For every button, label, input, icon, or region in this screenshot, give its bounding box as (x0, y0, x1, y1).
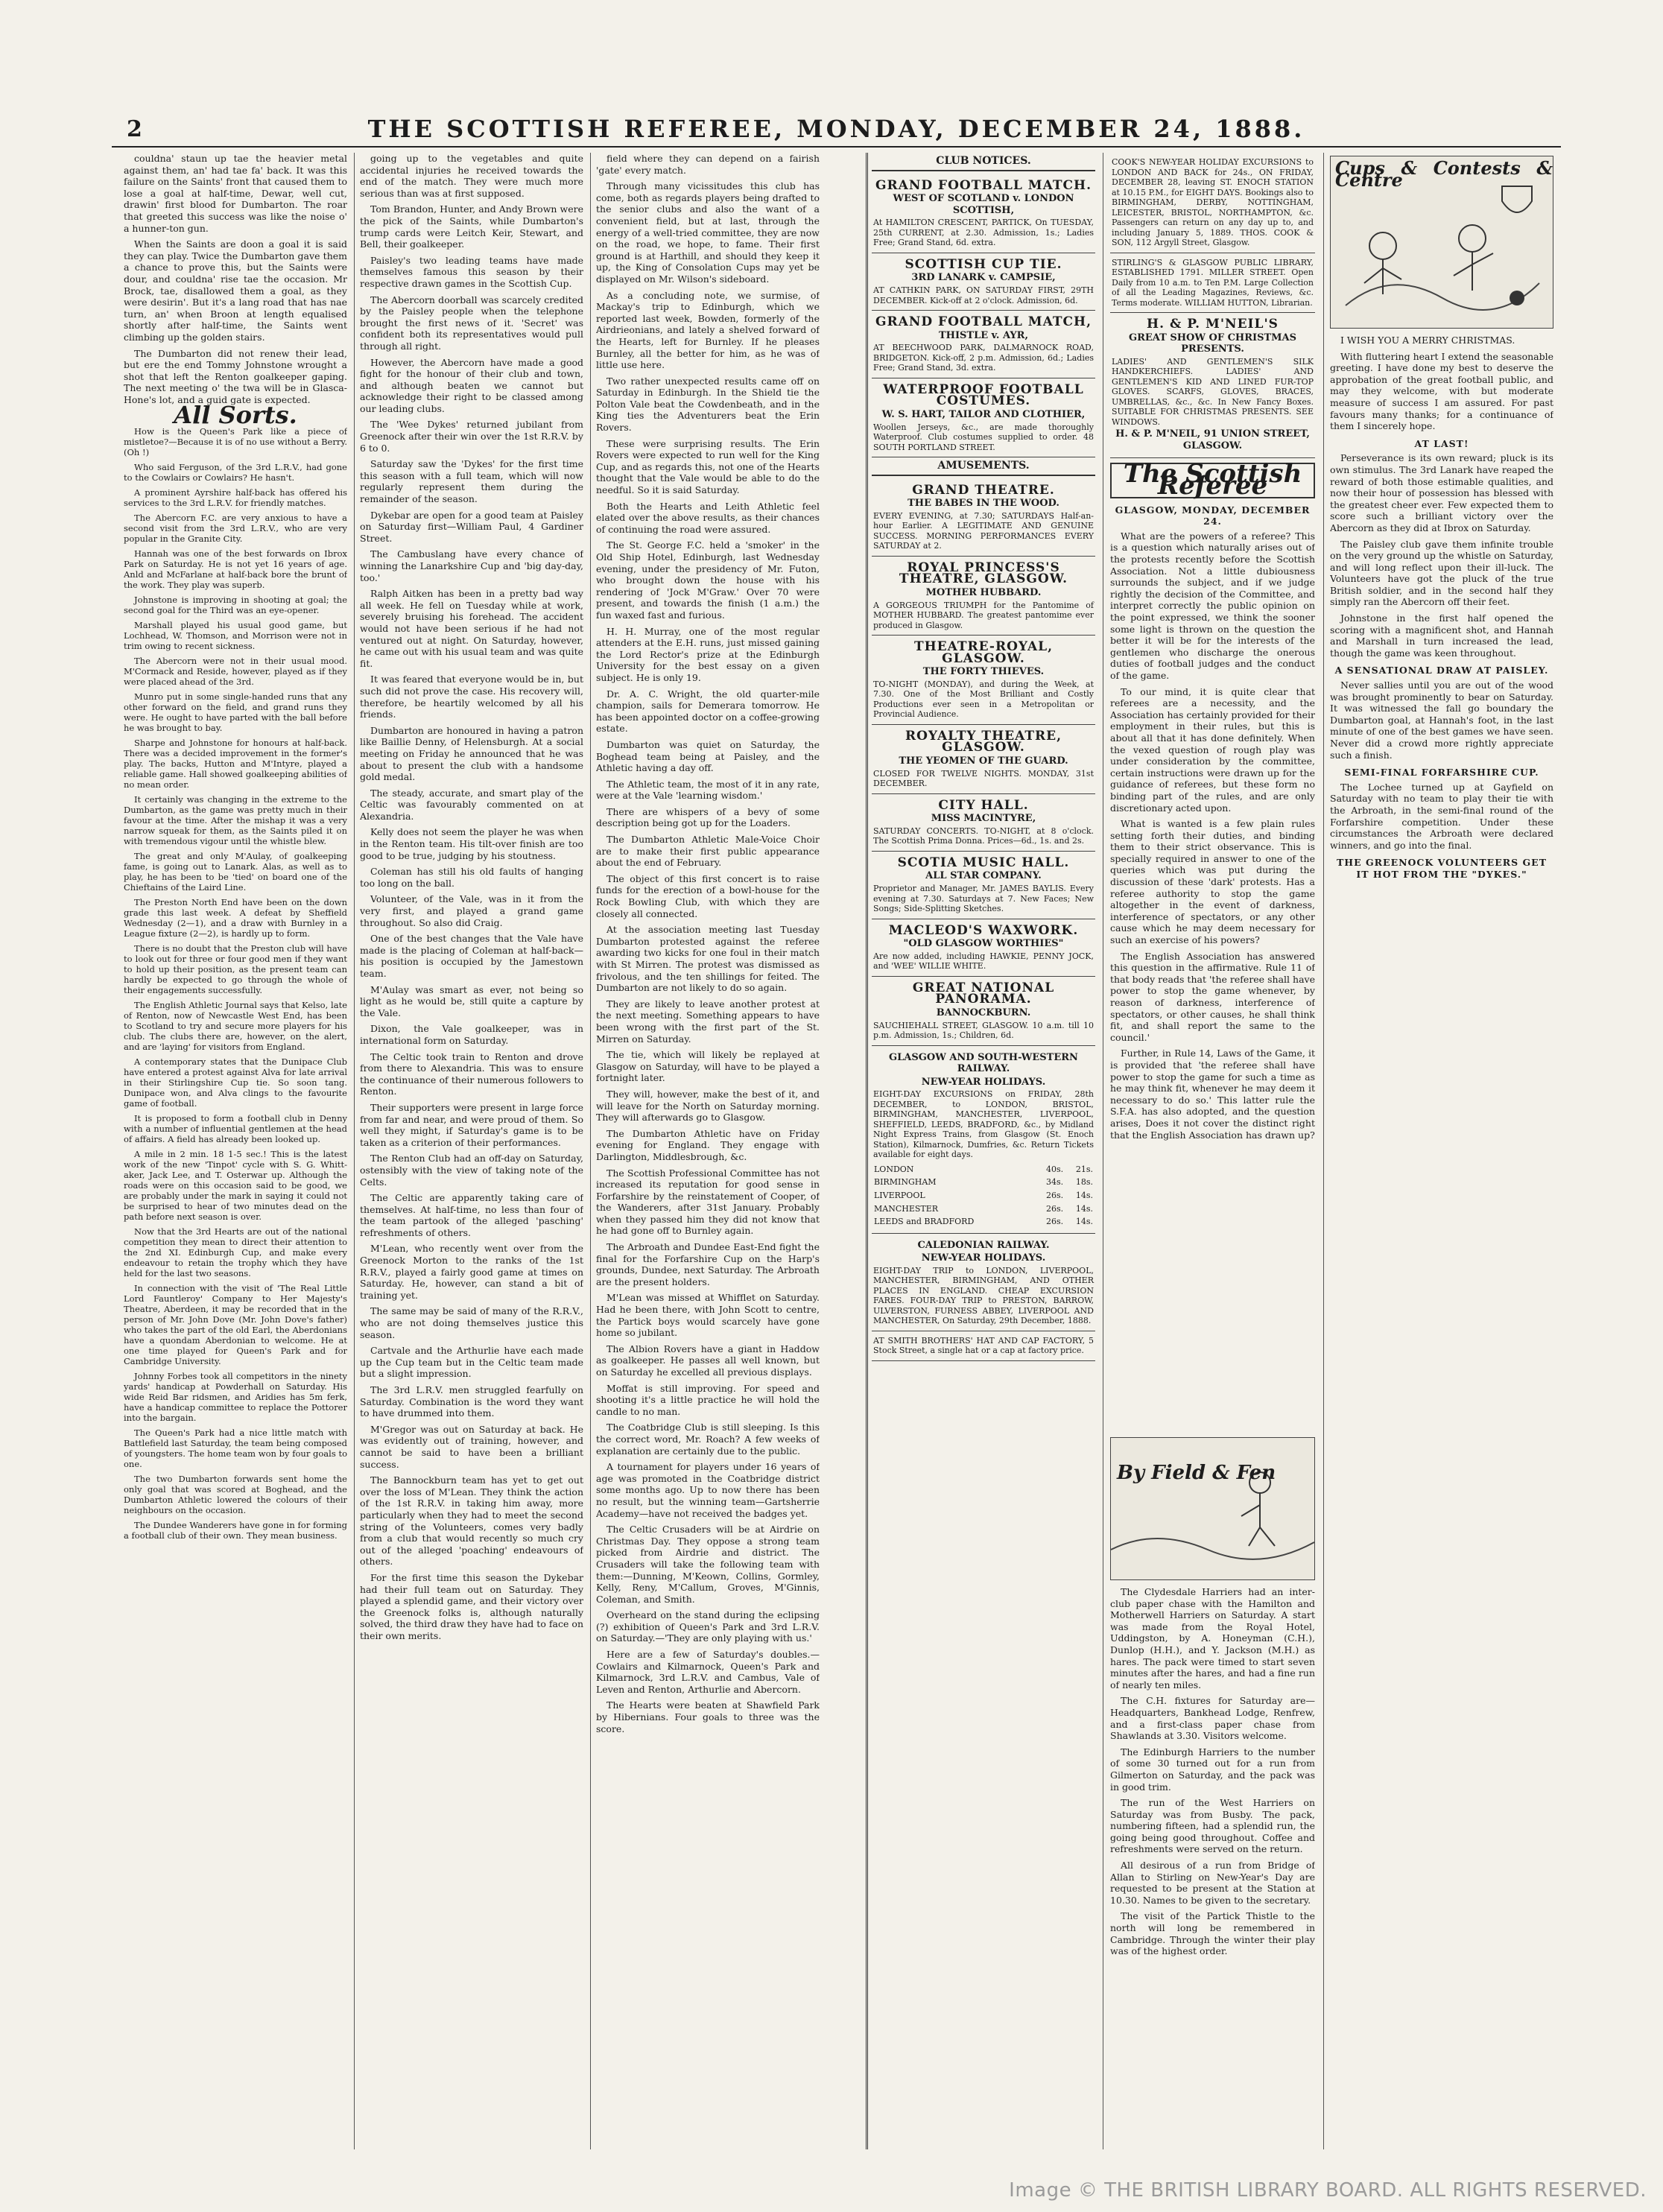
report-paragraph: The Albion Rovers have a giant in Haddow as goalkeeper. He passes all well known, but on Saturday he excelled all previous displays. (596, 1343, 820, 1378)
mcneil-address: H. & P. M'NEIL, 91 UNION STREET, GLASGOW. (1115, 428, 1310, 451)
column-4-adverts (872, 153, 1095, 2149)
report-paragraph: The Abercorn doorball was scarcely credited by the Paisley people when the telephone brought the first news of it. 'Secret' was confident both its representatives would pull through all right. (360, 294, 583, 352)
advert (872, 253, 1095, 311)
advert-headline: WATERPROOF FOOTBALL COSTUMES. (883, 381, 1084, 409)
advert-headline: GRAND FOOTBALL MATCH, (875, 314, 1092, 330)
advert-text: SAUCHIEHALL STREET, GLASGOW. 10 a.m. till 10 p.m. Admission, 1s.; Children, 6d. (873, 1020, 1094, 1040)
gsw-railway-text: EIGHT-DAY EXCURSIONS on FRIDAY, 28th DECEMBER, to LONDON, BRISTOL, BIRMINGHAM, MANCHESTER, LIVERPOOL, SHEFFIELD, LEEDS, BRADFORD, &c., by Midland Night Express Trains, from Glasgow (St. Enoch Station), Kilmarnock, Dumfries, &c. Return Tickets available for eight days. (873, 1089, 1094, 1160)
column-3 (596, 153, 820, 2149)
report-paragraph: The 'Wee Dykes' returned jubilant from Greenock after their win over the 1st R.R.V. by 6 to 0. (360, 419, 583, 454)
library-text: STIRLING'S & GLASGOW PUBLIC LIBRARY, ESTABLISHED 1791. MILLER STREET. Open Daily from 10 a.m. to Ten P.M. Large Collection of all the Leading Magazines, Reviews, &c. Terms moderate. WILLIAM HUTTON, Librarian. (1112, 257, 1314, 308)
page-number: 2 (127, 116, 142, 142)
advert-subline: THISTLE v. AYR, (938, 329, 1029, 341)
editorial-dateline: GLASGOW, MONDAY, DECEMBER 24. (1115, 504, 1311, 527)
advert-text: Proprietor and Manager, Mr. JAMES BAYLIS. Every evening at 7.30. Saturdays at 7. New Faces; New Songs; Side-Splitting Sketches. (873, 884, 1094, 914)
field-fen-title: By Field & Fen (1117, 1462, 1276, 1484)
report-paragraph: One of the best changes that the Vale have made is the placing of Coleman at half-back—his position is occupied by the Jamestown team. (360, 933, 583, 979)
all-sorts-paragraph: Munro put in some single-handed runs that any other forward on the field, and grand runs they were. He ought to have parted with the ball before he was brought to bay. (124, 691, 347, 734)
all-sorts-paragraph: The Abercorn were not in their usual mood. M'Cormack and Reside, however, played as if they were placed ahead of the 3rd. (124, 656, 347, 688)
advert-text: EVERY EVENING, at 7.30; SATURDAYS Half-an-hour Earlier. A LEGITIMATE AND GENUINE SUCCESS. MORNING PERFORMANCES EVERY SATURDAY at 2. (873, 510, 1094, 551)
cups-contests-illustration (1330, 156, 1553, 329)
paisley-draw-heading: A SENSATIONAL DRAW AT PAISLEY. (1334, 665, 1549, 676)
report-paragraph: The Renton Club had an off-day on Saturday, ostensibly with the view of taking note of the Celts. (360, 1153, 583, 1188)
advert-headline: GRAND THEATRE. (912, 482, 1055, 498)
advert-text: CLOSED FOR TWELVE NIGHTS. MONDAY, 31st DECEMBER. (873, 768, 1094, 789)
advert (872, 378, 1095, 457)
report-paragraph: field where they can depend on a fairish 'gate' every match. (596, 153, 820, 176)
amusement-adverts (872, 479, 1095, 1046)
advert-subline: ALL STAR COMPANY. (925, 870, 1042, 882)
fare-cell: 14s. (1075, 1190, 1093, 1200)
amusements-heading: AMUSEMENTS. (872, 460, 1095, 476)
report-paragraph: There are whispers of a bevy of some description being got up for the Loaders. (596, 805, 820, 829)
fare-row (873, 1202, 1094, 1216)
report-paragraph: Moffat is still improving. For speed and shooting it's a little practice he will hold the candle to no man. (596, 1382, 820, 1417)
hat-factory-advert (872, 1331, 1095, 1361)
advert (872, 725, 1095, 794)
fare-cell: 40s. (1045, 1164, 1064, 1174)
advert-subline: W. S. HART, TAILOR AND CLOTHIER, (881, 408, 1086, 420)
advert-subline: "OLD GLASGOW WORTHIES" (903, 938, 1064, 950)
fare-cell: 26s. (1045, 1217, 1064, 1227)
advert-headline: ROYAL PRINCESS'S THEATRE, GLASGOW. (899, 560, 1068, 587)
report-paragraph: Dumbarton was quiet on Saturday, the Boghead team being at Paisley, and the Athletic having a day off. (596, 738, 820, 774)
fare-cell: 14s. (1075, 1203, 1093, 1214)
advert-text: A GORGEOUS TRIUMPH for the Pantomime of MOTHER HUBBARD. The greatest pantomime ever produced in Glasgow. (873, 600, 1094, 630)
fare-cell: 26s. (1045, 1203, 1064, 1214)
advert-subline: MOTHER HUBBARD. (925, 587, 1042, 598)
cook-text: COOK'S NEW-YEAR HOLIDAY EXCURSIONS to LONDON AND BACK for 24s., ON FRIDAY, DECEMBER 28, leaving ST. ENOCH STATION at 10.15 P.M., for EIGHT DAYS. Bookings also to BIRMINGHAM, DERBY, NOTTINGHAM, LEICESTER, BRISTOL, NORTHAMPTON, &c. Passengers can return on any day up to, and including January 5, 1889. THOS. COOK & SON, 112 Argyll Street, Glasgow. (1112, 157, 1314, 247)
advert-text: TO-NIGHT (MONDAY), and during the Week, at 7.30. One of the Most Brilliant and Costly Productions ever seen in a Metropolitan or Provincial Audience. (873, 679, 1094, 720)
column-6-intro (1330, 335, 1553, 432)
editorial-paragraph: What are the powers of a referee? This is a question which naturally arises out of the protests recently before the Scottish Association. Not a little dubiousness surrounds the subject, and if we judge rightly the decision of the Committee, and interpret correctly the public opinion on the point expressed, we think the sooner some light is thrown on the question the better it will be for the interests of the gentlemen who discharge the onerous duties of football judges and the conduct of the game. (1110, 530, 1315, 681)
all-sorts-paragraph: Who said Ferguson, of the 3rd L.R.V., had gone to the Cowlairs or Cowlairs? He hasn't. (124, 462, 347, 484)
column-2 (360, 153, 583, 2149)
all-sorts-paragraph: There is no doubt that the Preston club will have to look out for three or four good men if they want to hold up their position, as the present team can hardly be expected to go through the whole of their engagements successfully. (124, 943, 347, 996)
all-sorts-paragraph: The Preston North End have been on the down grade this last week. A defeat by Sheffield Wednesday (2—1), and a draw with Burnley in a League fixture (2—2), is hardly up to form. (124, 897, 347, 939)
report-paragraph: The 3rd L.R.V. men struggled fearfully on Saturday. Combination is the word they want to have drummed into them. (360, 1384, 583, 1419)
caledonian-subtitle: NEW-YEAR HOLIDAYS. (921, 1252, 1046, 1264)
all-sorts-paragraph: A prominent Ayrshire half-back has offered his services to the 3rd L.R.V. for friendly matches. (124, 487, 347, 509)
report-paragraph: The Celtic are apparently taking care of themselves. At half-time, no less than four of the team partook of the alleged 'pasching' refreshments of others. (360, 1192, 583, 1238)
column-3-items (596, 153, 820, 1734)
column-6 (1330, 153, 1553, 2149)
report-paragraph: These were surprising results. The Erin Rovers were expected to run well for the King Cup, and as regards this, not one of the Hearts thought that the Vale would be able to do the needful. So it is said Saturday. (596, 437, 820, 496)
report-paragraph: Their supporters were present in large force from far and near, and were proud of them. So well they might, if Saturday's game is to be taken as a criterion of their performances. (360, 1101, 583, 1148)
forfarshire-heading: SEMI-FINAL FORFARSHIRE CUP. (1344, 767, 1539, 779)
advert-subline: 3RD LANARK v. CAMPSIE, (911, 272, 1056, 284)
all-sorts-paragraph: How is the Queen's Park like a piece of mistletoe?—Because it is of no use without a Berry. (Oh !) (124, 426, 347, 458)
at-last-heading: AT LAST! (1414, 437, 1469, 449)
all-sorts-paragraph: The two Dumbarton forwards sent home the only goal that was scored at Boghead, and the Dumbarton Athletic lowered the colours of their neighbours on the occasion. (124, 1474, 347, 1516)
advert (872, 311, 1095, 378)
club-notices-heading: CLUB NOTICES. (872, 156, 1095, 171)
report-paragraph: Tom Brandon, Hunter, and Andy Brown were the pick of the Saints, while Dumbarton's trump cards were Leitch Keir, Stewart, and Bell, their goalkeeper. (360, 203, 583, 250)
report-paragraph: A tournament for players under 16 years of age was promoted in the Coatbridge district some months ago. Up to now there has been no result, but the winning team—Gartsherrie Academy—have not received the badges yet. (596, 1461, 820, 1519)
report-paragraph: Overheard on the stand during the eclipsing (?) exhibition of Queen's Park and 3rd L.R.V. on Saturday.—'They are only playing with us.' (596, 1609, 820, 1644)
library-advert (1110, 253, 1315, 314)
fare-cell: 26s. (1045, 1190, 1064, 1200)
mcneil-heading: H. & P. M'NEIL'S (1147, 317, 1279, 332)
report-paragraph: The Celtic took train to Renton and drove from there to Alexandria. This was to ensure the continuance of their numerous followers to Renton. (360, 1050, 583, 1097)
report-paragraph: The Celtic Crusaders will be at Airdrie on Christmas Day. They oppose a strong team picked from Airdrie and district. The Crusaders will take the following team with them:—Dunning, M'Keown, Collins, Gormley, Kelly, Reny, M'Callum, Groves, M'Ginnis, Coleman, and Smith. (596, 1524, 820, 1605)
advert (872, 636, 1095, 725)
report-paragraph: Cartvale and the Arthurlie have each made up the Cup team but in the Celtic team made but a slight impression. (360, 1345, 583, 1380)
hat-factory-text: AT SMITH BROTHERS' HAT AND CAP FACTORY, 5 Stock Street, a single hat or a cap at factory price. (873, 1335, 1094, 1356)
harriers-paragraph: All desirous of a run from Bridge of Allan to Stirling on New-Year's Day are requested to be present at the Station at 10.30. Names to be given to the secretary. (1110, 1860, 1315, 1906)
mcneil-advert (1110, 313, 1315, 458)
greenock-heading: THE GREENOCK VOLUNTEERS GET IT HOT FROM THE "DYKES." (1336, 857, 1548, 880)
report-paragraph: They are likely to leave another protest at the next meeting. Something appears to have been wrong with the first part of the St. Mirren on Saturday. (596, 998, 820, 1045)
mcneil-subheading: GREAT SHOW OF CHRISTMAS PRESENTS. (1128, 332, 1297, 355)
report-paragraph: Kelly does not seem the player he was when in the Renton team. His tilt-over finish are too good to be true, judging by his stoutness. (360, 826, 583, 861)
masthead (112, 112, 1561, 142)
report-paragraph: Through many vicissitudes this club has come, both as regards players being drafted to the senior clubs and also the want of a convenient field, but at last, through the energy of a well-tried committee, they are now on the road, we hope, to fame. Their first ground is at Harthill, and should they keep it up, the King of Consolation Cups may yet be displayed on Mr. Wilson's sideboard. (596, 180, 820, 285)
field-fen-drawing (1111, 1438, 1314, 1578)
fare-cell: LONDON (874, 1164, 914, 1174)
fare-cell: 21s. (1075, 1164, 1093, 1174)
fare-table (873, 1163, 1094, 1229)
all-sorts-items (124, 426, 347, 1541)
scottish-referee-banner: The Scottish Referee (1110, 463, 1315, 498)
report-paragraph: The steady, accurate, and smart play of the Celtic was favourably commented on at Alexandria. (360, 787, 583, 822)
advert-text: Are now added, including HAWKIE, PENNY JOCK, and 'WEE' WILLIE WHITE. (873, 951, 1094, 972)
report-paragraph: M'Gregor was out on Saturday at back. He was evidently out of training, however, and cannot be said to have been a brilliant success. (360, 1423, 583, 1470)
report-paragraph: Perseverance is its own reward; pluck is its own stimulus. The 3rd Lanark have reaped the reward of both those estimable qualities, and now their hour of possession has blessed with the greatest cheer ever. Few expected them to score such a brilliant victory over the Abercorn as they did at Ibrox on Saturday. (1330, 452, 1553, 533)
all-sorts-paragraph: It is proposed to form a football club in Denny with a number of influential gentlemen at the head of affairs. A field has already been looked up. (124, 1113, 347, 1145)
all-sorts-paragraph: Sharpe and Johnstone for honours at half-back. There was a decided improvement in the former's play. The backs, Hutton and M'Intyre, played a reliable game. Hall showed goalkeeping abilities of no mean order. (124, 738, 347, 790)
advert (872, 174, 1095, 253)
advert (872, 977, 1095, 1046)
all-sorts-heading: All Sorts. (174, 401, 297, 430)
report-paragraph: going up to the vegetables and quite accidental injuries he received towards the end of the match. They were much more serious than was at first supposed. (360, 153, 583, 199)
column-1 (124, 153, 347, 2149)
column-6-report (1330, 452, 1553, 659)
column-rule (866, 153, 868, 2149)
report-paragraph: The same may be said of many of the R.R.V., who are not doing themselves justice this season. (360, 1305, 583, 1340)
report-paragraph: The Dumbarton did not renew their lead, but ere the end Tommy Johnstone wrought a shot that left the Renton goalkeeper gaping. The next meeting o' the twa will be in Glasca-Hone's lot, and a guid gate is expected. (124, 347, 347, 405)
report-paragraph: The Arbroath and Dundee East-End fight the final for the Forfarshire Cup on the Harp's grounds, Dundee, next Saturday. The Arbroath are the present holders. (596, 1241, 820, 1287)
fare-row (873, 1176, 1094, 1189)
report-paragraph: couldna' staun up tae the heavier metal against them, an' had tae fa' back. It was this failure on the Saints' front that caused them to lose a goal at half-time, Dewar, well cut, drawin' first blood for Dumbarton. The roar that greeted this success was like the noise o' a hunner-ton gun. (124, 153, 347, 234)
report-paragraph: The Paisley club gave them infinite trouble on the very ground up the whistle on Saturday, and will long reflect upon their ill-luck. The Volunteers have got the pluck of the true British soldier, and in the second half they simply ran the Abercorn off their feet. (1330, 538, 1553, 608)
all-sorts-paragraph: In connection with the visit of 'The Real Little Lord Fauntleroy' Company to Her Majesty's Theatre, Aberdeen, it may be recorded that in the person of Mr. John Dove (Mr. John Dove's father) who takes the part of the old Earl, the Aberdonians have a quondam Aberdonian to welcome. He at one time played for Queen's Park and for Cambridge University. (124, 1283, 347, 1367)
report-paragraph: Dr. A. C. Wright, the old quarter-mile champion, sails for Demerara tomorrow. He has been appointed doctor on a coffee-growing estate. (596, 688, 820, 735)
advert-headline: ROYALTY THEATRE, GLASGOW. (905, 728, 1062, 755)
report-paragraph: The Cambuslang have every chance of winning the Lanarkshire Cup and 'big day-day, too.' (360, 548, 583, 583)
report-paragraph: H. H. Murray, one of the most regular attenders at the E.H. runs, just missed gaining the Lord Rector's prize at the Edinburgh University for the best essay on a given subject. He is only 19. (596, 625, 820, 683)
column-1-intro (124, 153, 347, 405)
advert-text: AT CATHKIN PARK, ON SATURDAY FIRST, 29TH DECEMBER. Kick-off at 2 o'clock. Admission, 6d. (873, 285, 1094, 305)
advert-text: At HAMILTON CRESCENT, PARTICK, On TUESDAY, 25th CURRENT, at 2.30. Admission, 1s.; Ladies Free; Grand Stand, 6d. extra. (873, 218, 1094, 248)
report-paragraph: The Coatbridge Club is still sleeping. Is this the correct word, Mr. Roach? A few weeks of explanation are certainly due to the public. (596, 1422, 820, 1457)
fare-cell: LIVERPOOL (874, 1190, 925, 1200)
all-sorts-paragraph: Johnny Forbes took all competitors in the ninety yards' handicap at Powderhall on Saturday. His wide Reid Bar ridsmen, and Aridies has 5m ferk, have a handicap committee to replace the Pottorer into the bargain. (124, 1371, 347, 1424)
advert-headline: GREAT NATIONAL PANORAMA. (912, 980, 1055, 1007)
report-paragraph: At the association meeting last Tuesday Dumbarton protested against the referee awarding two kicks for one foul in their match with St Mirren. The protest was dismissed as frivolous, and the ten shillings for feited. The Dumbarton are not likely to do so again. (596, 924, 820, 994)
report-paragraph: Paisley's two leading teams have made themselves famous this season by their respective drawn games in the Scottish Cup. (360, 254, 583, 289)
advert-headline: MACLEOD'S WAXWORK. (888, 922, 1079, 938)
gsw-railway-title: GLASGOW AND SOUTH-WESTERN RAILWAY. (889, 1051, 1078, 1075)
all-sorts-paragraph: The Dundee Wanderers have gone in for forming a football club of their own. They mean business. (124, 1520, 347, 1541)
mcneil-items: LADIES' AND GENTLEMEN'S SILK HANDKERCHIEFS. LADIES' AND GENTLEMEN'S KID AND LINED FUR-TOP GLOVES. SCARFS, GLOVES, BRACES, UMBRELLAS, &c., &c. In New Fancy Boxes. SUITABLE FOR CHRISTMAS PRESENTS. SEE WINDOWS. (1112, 356, 1314, 427)
report-paragraph: The object of this first concert is to raise funds for the erection of a bowl-house for the Rock Bowling Club, with which they are closely all connected. (596, 872, 820, 919)
all-sorts-paragraph: Marshall played his usual good game, but Lochhead, W. Thomson, and Morrison were not in trim owing to recent sickness. (124, 620, 347, 652)
report-paragraph: Volunteer, of the Vale, was in it from the very first, and played a grand game throughout. So also did Craig. (360, 893, 583, 928)
advert-headline: SCOTIA MUSIC HALL. (897, 855, 1070, 870)
advert-headline: CITY HALL. (938, 797, 1029, 813)
gsw-railway-advert (872, 1046, 1095, 1234)
advert-headline: GRAND FOOTBALL MATCH. (875, 177, 1092, 193)
report-paragraph: Dumbarton are honoured in having a patron like Baillie Denny, of Helensburgh. At a social meeting on Friday he announced that he was about to present the club with a handsome gold medal. (360, 724, 583, 783)
caledonian-title: CALEDONIAN RAILWAY. (917, 1239, 1050, 1251)
field-fen-illustration (1110, 1437, 1315, 1580)
intro-paragraph: I WISH YOU A MERRY CHRISTMAS. (1340, 335, 1515, 346)
editorial-text (1110, 530, 1315, 1141)
all-sorts-paragraph: It certainly was changing in the extreme to the Dumbarton, as the game was pretty much in their favour at the time. After the mishap it was a very narrow squeak for them, as the Saints piled it on with tremendous vigour until the whistle blew. (124, 794, 347, 847)
advert (872, 919, 1095, 977)
caledonian-text: EIGHT-DAY TRIP to LONDON, LIVERPOOL, MANCHESTER, BIRMINGHAM, AND OTHER PLACES IN ENGLAND. CHEAP EXCURSION FARES. FOUR-DAY TRIP to PRESTON, BARROW, ULVERSTON, FURNESS ABBEY, LIVERPOOL AND MANCHESTER, On Saturday, 29th December, 1888. (873, 1265, 1094, 1326)
all-sorts-paragraph: Johnstone is improving in shooting at goal; the second goal for the Third was an eye-opener. (124, 595, 347, 616)
fare-row (873, 1215, 1094, 1229)
report-paragraph: Johnstone in the first half opened the scoring with a magnificent shot, and Hannah and Marshall in turn increased the lead, though the game was keen throughout. (1330, 612, 1553, 659)
gsw-railway-subtitle: NEW-YEAR HOLIDAYS. (921, 1076, 1046, 1088)
report-paragraph: When the Saints are doon a goal it is said they can play. Twice the Dumbarton gave them a chance to prove this, but the Saints were dour, and couldna' rise tae the occasion. Mr Brock, tae, disallowed them a goal, as they were desirin'. But it's a lang road that has nae turn, an' when Broon at length equalised shortly after half-time, the Saints went climbing up the golden stairs. (124, 238, 347, 343)
club-notices (872, 174, 1095, 457)
fare-cell: 18s. (1075, 1177, 1093, 1188)
harriers-paragraph: The C.H. fixtures for Saturday are—Headquarters, Bankhead Lodge, Renfrew, and a first-class paper chase from Shawlands at 3.30. Visitors welcome. (1110, 1695, 1315, 1742)
caledonian-railway-advert (872, 1234, 1095, 1331)
report-paragraph: M'Aulay was smart as ever, not being so light as he would be, still quite a capture by the Vale. (360, 983, 583, 1018)
advert-subline: BANNOCKBURN. (936, 1007, 1031, 1018)
fare-cell: BIRMINGHAM (874, 1177, 937, 1188)
advert-subline: THE BABES IN THE WOOD. (907, 498, 1059, 510)
report-paragraph: For the first time this season the Dykebar had their full team out on Saturday. They played a splendid game, and their victory over the Greenock folks is, although naturally solved, the third draw they have had to face on their own merits. (360, 1571, 583, 1641)
harriers-paragraph: The Clydesdale Harriers had an inter-club paper chase with the Hamilton and Motherwell Harriers on Saturday. A start was made from the Royal Hotel, Uddingston, by A. Honeyman (C.H.), Dunlop (H.H.), and Y. Jackson (M.H.) as hares. The pack were timed to start seven minutes after the hares, and had a fine run of nearly ten miles. (1110, 1586, 1315, 1690)
fare-row (873, 1163, 1094, 1176)
advert-headline: SCOTTISH CUP TIE. (905, 256, 1062, 272)
report-paragraph: As a concluding note, we surmise, of Mackay's trip to Edinburgh, which we reported last week, Bowden, formerly of the Airdrieonians, and lately a shelved forward of the Hearts, left for Burnley. If he pleases Burnley, all the better for him, as he was of little use here. (596, 289, 820, 371)
report-paragraph: Both the Hearts and Leith Athletic feel elated over the above results, as their chances of continuing the road were assured. (596, 500, 820, 535)
advert (872, 557, 1095, 636)
advert-text: Woollen Jerseys, &c., are made thoroughly Waterproof. Club costumes supplied to order. 48 SOUTH PORTLAND STREET. (873, 422, 1094, 452)
harriers-reports (1110, 1586, 1315, 1957)
advert (872, 852, 1095, 919)
fare-row (873, 1189, 1094, 1202)
library-credit: Image © THE BRITISH LIBRARY BOARD. ALL RIGHTS RESERVED. (1009, 2179, 1647, 2202)
all-sorts-paragraph: Hannah was one of the best forwards on Ibrox Park on Saturday. He is not yet 16 years of age. Anld and McFarlane at half-back bore the brunt of the work. They play was superb. (124, 548, 347, 591)
report-paragraph: They will, however, make the best of it, and will leave for the North on Saturday morning. They will afterwards go to Glasgow. (596, 1088, 820, 1124)
harriers-paragraph: The visit of the Partick Thistle to the north will long be remembered in Cambridge. Through the winter their play was of the highest order. (1110, 1910, 1315, 1957)
advert-subline: THE FORTY THIEVES. (922, 666, 1045, 678)
column-rule (1323, 153, 1324, 2149)
report-paragraph: The tie, which will likely be replayed at Glasgow on Saturday, will have to be played a fortnight later. (596, 1049, 820, 1084)
report-paragraph: Coleman has still his old faults of hanging too long on the ball. (360, 866, 583, 889)
fare-cell: LEEDS and BRADFORD (874, 1217, 975, 1227)
intro-paragraph: With fluttering heart I extend the seasonable greeting. I have done my best to deserve the approbation of the great football public, and may they welcome, with but moderate measure of success I am assured. For past favours many thanks; for a continuance of them I sincerely hope. (1330, 350, 1553, 432)
column-rule (354, 153, 355, 2149)
paisley-draw-text: Never sallies until you are out of the wood was brought prominently to bear on Saturday. It was witnessed the fall go boundary the Dumbarton goal, at Hannah's foot, in the last minute of one of the best games we have seen. Never did a crowd more rightly appreciate such a finish. (1330, 679, 1553, 761)
report-paragraph: The Dumbarton Athletic have on Friday evening for England. They engage with Darlington, Middlesbrough, &c. (596, 1127, 820, 1162)
masthead-rule (112, 146, 1561, 148)
all-sorts-paragraph: The Queen's Park had a nice little match with Battlefield last Saturday, the team being composed of youngsters. The home team won by four goals to one. (124, 1427, 347, 1470)
report-paragraph: The Athletic team, the most of it in any rate, were at the Vale 'learning wisdom.' (596, 778, 820, 802)
report-paragraph: The Hearts were beaten at Shawfield Park by Hibernians. Four goals to three was the score. (596, 1699, 820, 1734)
advert-text: SATURDAY CONCERTS. TO-NIGHT, at 8 o'clock. The Scottish Prima Donna. Prices—6d., 1s. and 2s. (873, 825, 1094, 846)
all-sorts-paragraph: A contemporary states that the Dunipace Club have entered a protest against Alva for late arrival in their Stirlingshire Cup tie. So soon tang. Dunipace won, and Alva clings to the favourite game of football. (124, 1056, 347, 1109)
all-sorts-paragraph: The Abercorn F.C. are very anxious to have a second visit from the 3rd L.R.V., who are very popular in the Granite City. (124, 513, 347, 545)
fare-cell: 34s. (1045, 1177, 1064, 1188)
all-sorts-paragraph: A mile in 2 min. 18 1-5 sec.! This is the latest work of the new 'Tinpot' cycle with S. G. Whitt-aker, Jack Lee, and T. Osterwar up. Although the roads were on this occasion said to be good, we are probably under the mark in saying it could not be surprised to hear of two minutes dead on the path before next season is over. (124, 1149, 347, 1223)
column-rule (590, 153, 591, 2149)
advert-subline: MISS MACINTYRE, (931, 813, 1036, 825)
paper-title: THE SCOTTISH REFEREE, MONDAY, DECEMBER 24, 1888. (367, 115, 1305, 143)
forfarshire-text: The Lochee turned up at Gayfield on Saturday with no team to play their tie with the Arbroath, in the semi-final round of the Forfarshire competition. Under these circumstances the Arbroath were declared winners, and go into the final. (1330, 781, 1553, 851)
report-paragraph: The Bannockburn team has yet to get out over the loss of M'Lean. They think the action of the 1st R.R.V. in taking him away, more particularly when they had to meet the second string of the Volunteers, comes very badly from a club that would recently so much cry out of the alleged 'poaching' endeavours of others. (360, 1474, 583, 1568)
editorial-paragraph: The English Association has answered this question in the affirmative. Rule 11 of that body reads that 'the referee shall have power to stop the game whenever, by reason of darkness, interference of spectators, or other causes, he shall think fit, and shall report the same to the council.' (1110, 950, 1315, 1043)
report-paragraph: Dykebar are open for a good team at Paisley on Saturday first—William Paul, 4 Gardiner Street. (360, 509, 583, 544)
advert (872, 794, 1095, 852)
cook-excursions-advert (1110, 153, 1315, 253)
report-paragraph: Two rather unexpected results came off on Saturday in Edinburgh. In the Shield tie the Polton Vale beat the Cowdenbeath, and in the King ties the Adventurers beat the Erin Rovers. (596, 375, 820, 434)
editorial-paragraph: What is wanted is a few plain rules setting forth their duties, and binding them to their strict observance. This is specially required in answer to one of the queries which was put during the discussion of these 'dark' protests. Has a referee authority to stop the game altogether in the event of darkness, interference of spectators, or any other cause which he may deem necessary for such an exercise of his powers? (1110, 818, 1315, 946)
all-sorts-paragraph: The great and only M'Aulay, of goalkeeping fame, is going out to Lanark. Alas, as well as to play, he has been to be 'tied' on board one of the Chieftains of the Laird Line. (124, 851, 347, 893)
advert (872, 479, 1095, 557)
report-paragraph: It was feared that everyone would be in, but such did not prove the case. His recovery will, therefore, be heartily welcomed by all his friends. (360, 674, 583, 720)
harriers-paragraph: The run of the West Harriers on Saturday was from Busby. The pack, numbering fifteen, had a splendid run, the going being good throughout. Coffee and refreshments were served on the return. (1110, 1797, 1315, 1855)
harriers-paragraph: The Edinburgh Harriers to the number of some 30 turned out for a run from Gilmerton on Saturday, and the pack was in good trim. (1110, 1746, 1315, 1793)
fare-cell: MANCHESTER (874, 1203, 939, 1214)
report-paragraph: Here are a few of Saturday's doubles.—Cowlairs and Kilmarnock, Queen's Park and Kilmarnock, 3rd L.R.V. and Cambus, Vale of Leven and Renton, Arthurlie and Abercorn. (596, 1649, 820, 1695)
report-paragraph: The Dumbarton Athletic Male-Voice Choir are to make their first public appearance about the end of February. (596, 834, 820, 869)
advert-text: AT BEECHWOOD PARK, DALMARNOCK ROAD, BRIDGETON. Kick-off, 2 p.m. Admission, 6d.; Ladies Free; Grand Stand, 3d. extra. (873, 343, 1094, 373)
fare-cell: 14s. (1075, 1217, 1093, 1227)
report-paragraph: M'Lean, who recently went over from the Greenock Morton to the ranks of the 1st R.R.V., played a fairly good game at times on Saturday. He, however, can stand a bit of training yet. (360, 1243, 583, 1301)
cups-contests-title: Cups & Contests & Centre (1335, 157, 1553, 191)
editorial-paragraph: Further, in Rule 14, Laws of the Game, it is provided that 'the referee shall have power to stop the game for such a time as he may think fit, whenever he may deem it necessary to do so.' This latter rule the S.F.A. has also adopted, and the question arises, Does it not cover the distinct right that the English Association has drawn up? (1110, 1048, 1315, 1141)
report-paragraph: The St. George F.C. held a 'smoker' in the Old Ship Hotel, Edinburgh, last Wednesday evening, under the presidency of Mr. Futon, who brought down the house with his rendering of 'Jock M'Graw.' Over 70 were present, and towards the finish (1 a.m.) the fun waxed fast and furious. (596, 539, 820, 621)
report-paragraph: Ralph Aitken has been in a pretty bad way all week. He fell on Tuesday while at work, severely bruising his forehead. The accident would not have been serious if he had not ventured out at night. On Saturday, however, he came out with his usual team and was quite fit. (360, 588, 583, 669)
advert-subline: THE YEOMEN OF THE GUARD. (899, 755, 1068, 767)
report-paragraph: Saturday saw the 'Dykes' for the first time this season with a full team, which will now regularly represent them during the remainder of the season. (360, 458, 583, 505)
advert-headline: THEATRE-ROYAL, GLASGOW. (913, 639, 1054, 666)
all-sorts-paragraph: Now that the 3rd Hearts are out of the national competition they mean to direct their attention to the 2nd XI. Edinburgh Cup, and make every endeavour to retain the trophy which they have held for the last two seasons. (124, 1226, 347, 1279)
editorial-paragraph: To our mind, it is quite clear that referees are a necessity, and the Association has certainly provided for their employment in their rules, but this is about all that it has done definitely. When the vexed question of rough play was under consideration by the committee, certain instructions were drawn up for the guidance of referees, but these form no binding part of the rules, and are only discretionary acted upon. (1110, 685, 1315, 814)
advert-subline: WEST OF SCOTLAND v. LONDON SCOTTISH, (893, 193, 1074, 216)
report-paragraph: However, the Abercorn have made a good fight for the honour of their club and town, and although beaten we cannot but acknowledge their right to be classed among our leading clubs. (360, 356, 583, 414)
field-and-fen-section (1110, 1434, 1315, 2149)
all-sorts-paragraph: The English Athletic Journal says that Kelso, late of Renton, now of Newcastle West End, has been to Scotland to try and secure more players for his club. The clubs there are, however, on the alert, and are 'laying' for visitors from England. (124, 1000, 347, 1053)
report-paragraph: The Scottish Professional Committee has not increased its reputation for good sense in Forfarshire by the reinstatement of Cooper, of the Wanderers, after 31st January. Probably when they passed him they did not know that he had gone off to Burnley again. (596, 1167, 820, 1237)
report-paragraph: Dixon, the Vale goalkeeper, was in international form on Saturday. (360, 1023, 583, 1046)
column-2-items (360, 153, 583, 1641)
report-paragraph: M'Lean was missed at Whifflet on Saturday. Had he been there, with John Scott to centre, the Partick boys would scarcely have gone home so jubilant. (596, 1292, 820, 1339)
